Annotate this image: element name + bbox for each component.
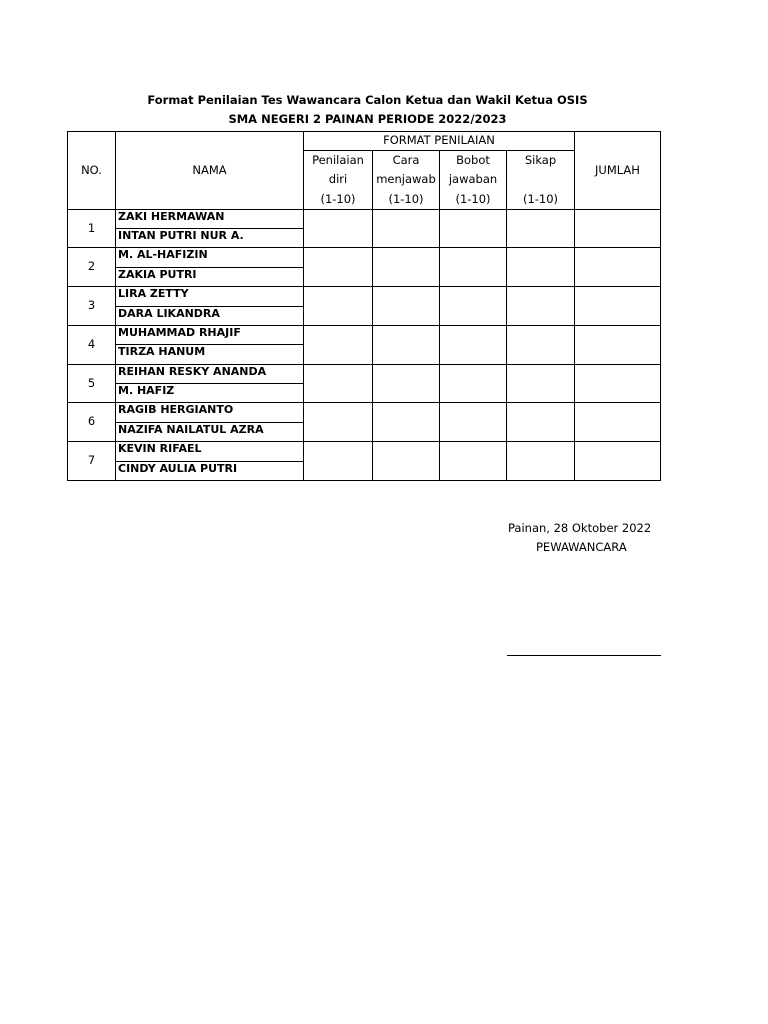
row-number: 5 bbox=[68, 365, 116, 403]
criteria-header-line2: diri bbox=[304, 170, 373, 190]
criteria-header-line1: Cara bbox=[373, 151, 440, 170]
criteria-range: (1-10) bbox=[507, 190, 575, 210]
score-cell[interactable] bbox=[373, 365, 440, 403]
candidate-name: ZAKI HERMAWAN bbox=[116, 210, 304, 229]
criteria-header-line1: Sikap bbox=[507, 151, 575, 170]
criteria-range: (1-10) bbox=[304, 190, 373, 210]
score-cell[interactable] bbox=[440, 287, 507, 326]
score-cell[interactable] bbox=[507, 287, 575, 326]
score-cell[interactable] bbox=[304, 403, 373, 442]
total-cell[interactable] bbox=[575, 326, 661, 365]
criteria-header-line1: Penilaian bbox=[304, 151, 373, 170]
row-number: 6 bbox=[68, 403, 116, 442]
candidate-name: LIRA ZETTY bbox=[116, 287, 304, 307]
total-cell[interactable] bbox=[575, 248, 661, 287]
score-cell[interactable] bbox=[373, 403, 440, 442]
score-cell[interactable] bbox=[304, 287, 373, 326]
score-cell[interactable] bbox=[373, 287, 440, 326]
score-cell[interactable] bbox=[440, 326, 507, 365]
score-cell[interactable] bbox=[507, 442, 575, 481]
score-cell[interactable] bbox=[304, 442, 373, 481]
header-jumlah: JUMLAH bbox=[575, 132, 661, 210]
row-number: 7 bbox=[68, 442, 116, 481]
score-cell[interactable] bbox=[507, 248, 575, 287]
table-row bbox=[68, 248, 661, 268]
row-number: 2 bbox=[68, 248, 116, 287]
table-row bbox=[68, 210, 661, 229]
document-subtitle: SMA NEGERI 2 PAINAN PERIODE 2022/2023 bbox=[228, 112, 507, 126]
total-cell[interactable] bbox=[575, 403, 661, 442]
score-cell[interactable] bbox=[373, 326, 440, 365]
score-cell[interactable] bbox=[373, 442, 440, 481]
header-format-penilaian: FORMAT PENILAIAN bbox=[304, 132, 575, 151]
score-cell[interactable] bbox=[507, 365, 575, 403]
signature-role: PEWAWANCARA bbox=[536, 540, 627, 554]
score-cell[interactable] bbox=[440, 248, 507, 287]
assessment-table bbox=[67, 131, 661, 481]
table-row bbox=[68, 326, 661, 345]
candidate-name: RAGIB HERGIANTO bbox=[116, 403, 304, 423]
signature-place-date: Painan, 28 Oktober 2022 bbox=[508, 521, 652, 535]
table-row bbox=[68, 365, 661, 384]
score-cell[interactable] bbox=[507, 403, 575, 442]
row-number: 3 bbox=[68, 287, 116, 326]
score-cell[interactable] bbox=[373, 210, 440, 248]
criteria-header-line2: menjawab bbox=[373, 170, 440, 190]
score-cell[interactable] bbox=[304, 248, 373, 287]
criteria-range: (1-10) bbox=[440, 190, 507, 210]
candidate-name: CINDY AULIA PUTRI bbox=[116, 462, 304, 481]
signature-line bbox=[507, 655, 661, 656]
criteria-header-line1: Bobot bbox=[440, 151, 507, 170]
total-cell[interactable] bbox=[575, 442, 661, 481]
criteria-header-line2 bbox=[507, 170, 575, 190]
total-cell[interactable] bbox=[575, 210, 661, 248]
table-row bbox=[68, 442, 661, 462]
score-cell[interactable] bbox=[507, 326, 575, 365]
criteria-range: (1-10) bbox=[373, 190, 440, 210]
candidate-name: DARA LIKANDRA bbox=[116, 307, 304, 326]
score-cell[interactable] bbox=[304, 210, 373, 248]
candidate-name: M. AL-HAFIZIN bbox=[116, 248, 304, 268]
score-cell[interactable] bbox=[373, 248, 440, 287]
row-number: 1 bbox=[68, 210, 116, 248]
candidate-name: NAZIFA NAILATUL AZRA bbox=[116, 423, 304, 442]
score-cell[interactable] bbox=[440, 442, 507, 481]
score-cell[interactable] bbox=[440, 403, 507, 442]
table-row bbox=[68, 403, 661, 423]
total-cell[interactable] bbox=[575, 287, 661, 326]
candidate-name: KEVIN RIFAEL bbox=[116, 442, 304, 462]
score-cell[interactable] bbox=[507, 210, 575, 248]
score-cell[interactable] bbox=[440, 210, 507, 248]
score-cell[interactable] bbox=[304, 326, 373, 365]
header-no: NO. bbox=[68, 132, 116, 210]
candidate-name: ZAKIA PUTRI bbox=[116, 268, 304, 287]
total-cell[interactable] bbox=[575, 365, 661, 403]
candidate-name: M. HAFIZ bbox=[116, 384, 304, 403]
candidate-name: INTAN PUTRI NUR A. bbox=[116, 229, 304, 248]
candidate-name: MUHAMMAD RHAJIF bbox=[116, 326, 304, 345]
score-cell[interactable] bbox=[440, 365, 507, 403]
criteria-header-line2: jawaban bbox=[440, 170, 507, 190]
row-number: 4 bbox=[68, 326, 116, 365]
header-nama: NAMA bbox=[116, 132, 304, 210]
document-title: Format Penilaian Tes Wawancara Calon Ketua dan Wakil Ketua OSIS bbox=[147, 93, 588, 107]
candidate-name: REIHAN RESKY ANANDA bbox=[116, 365, 304, 384]
score-cell[interactable] bbox=[304, 365, 373, 403]
candidate-name: TIRZA HANUM bbox=[116, 345, 304, 365]
table-row bbox=[68, 287, 661, 307]
